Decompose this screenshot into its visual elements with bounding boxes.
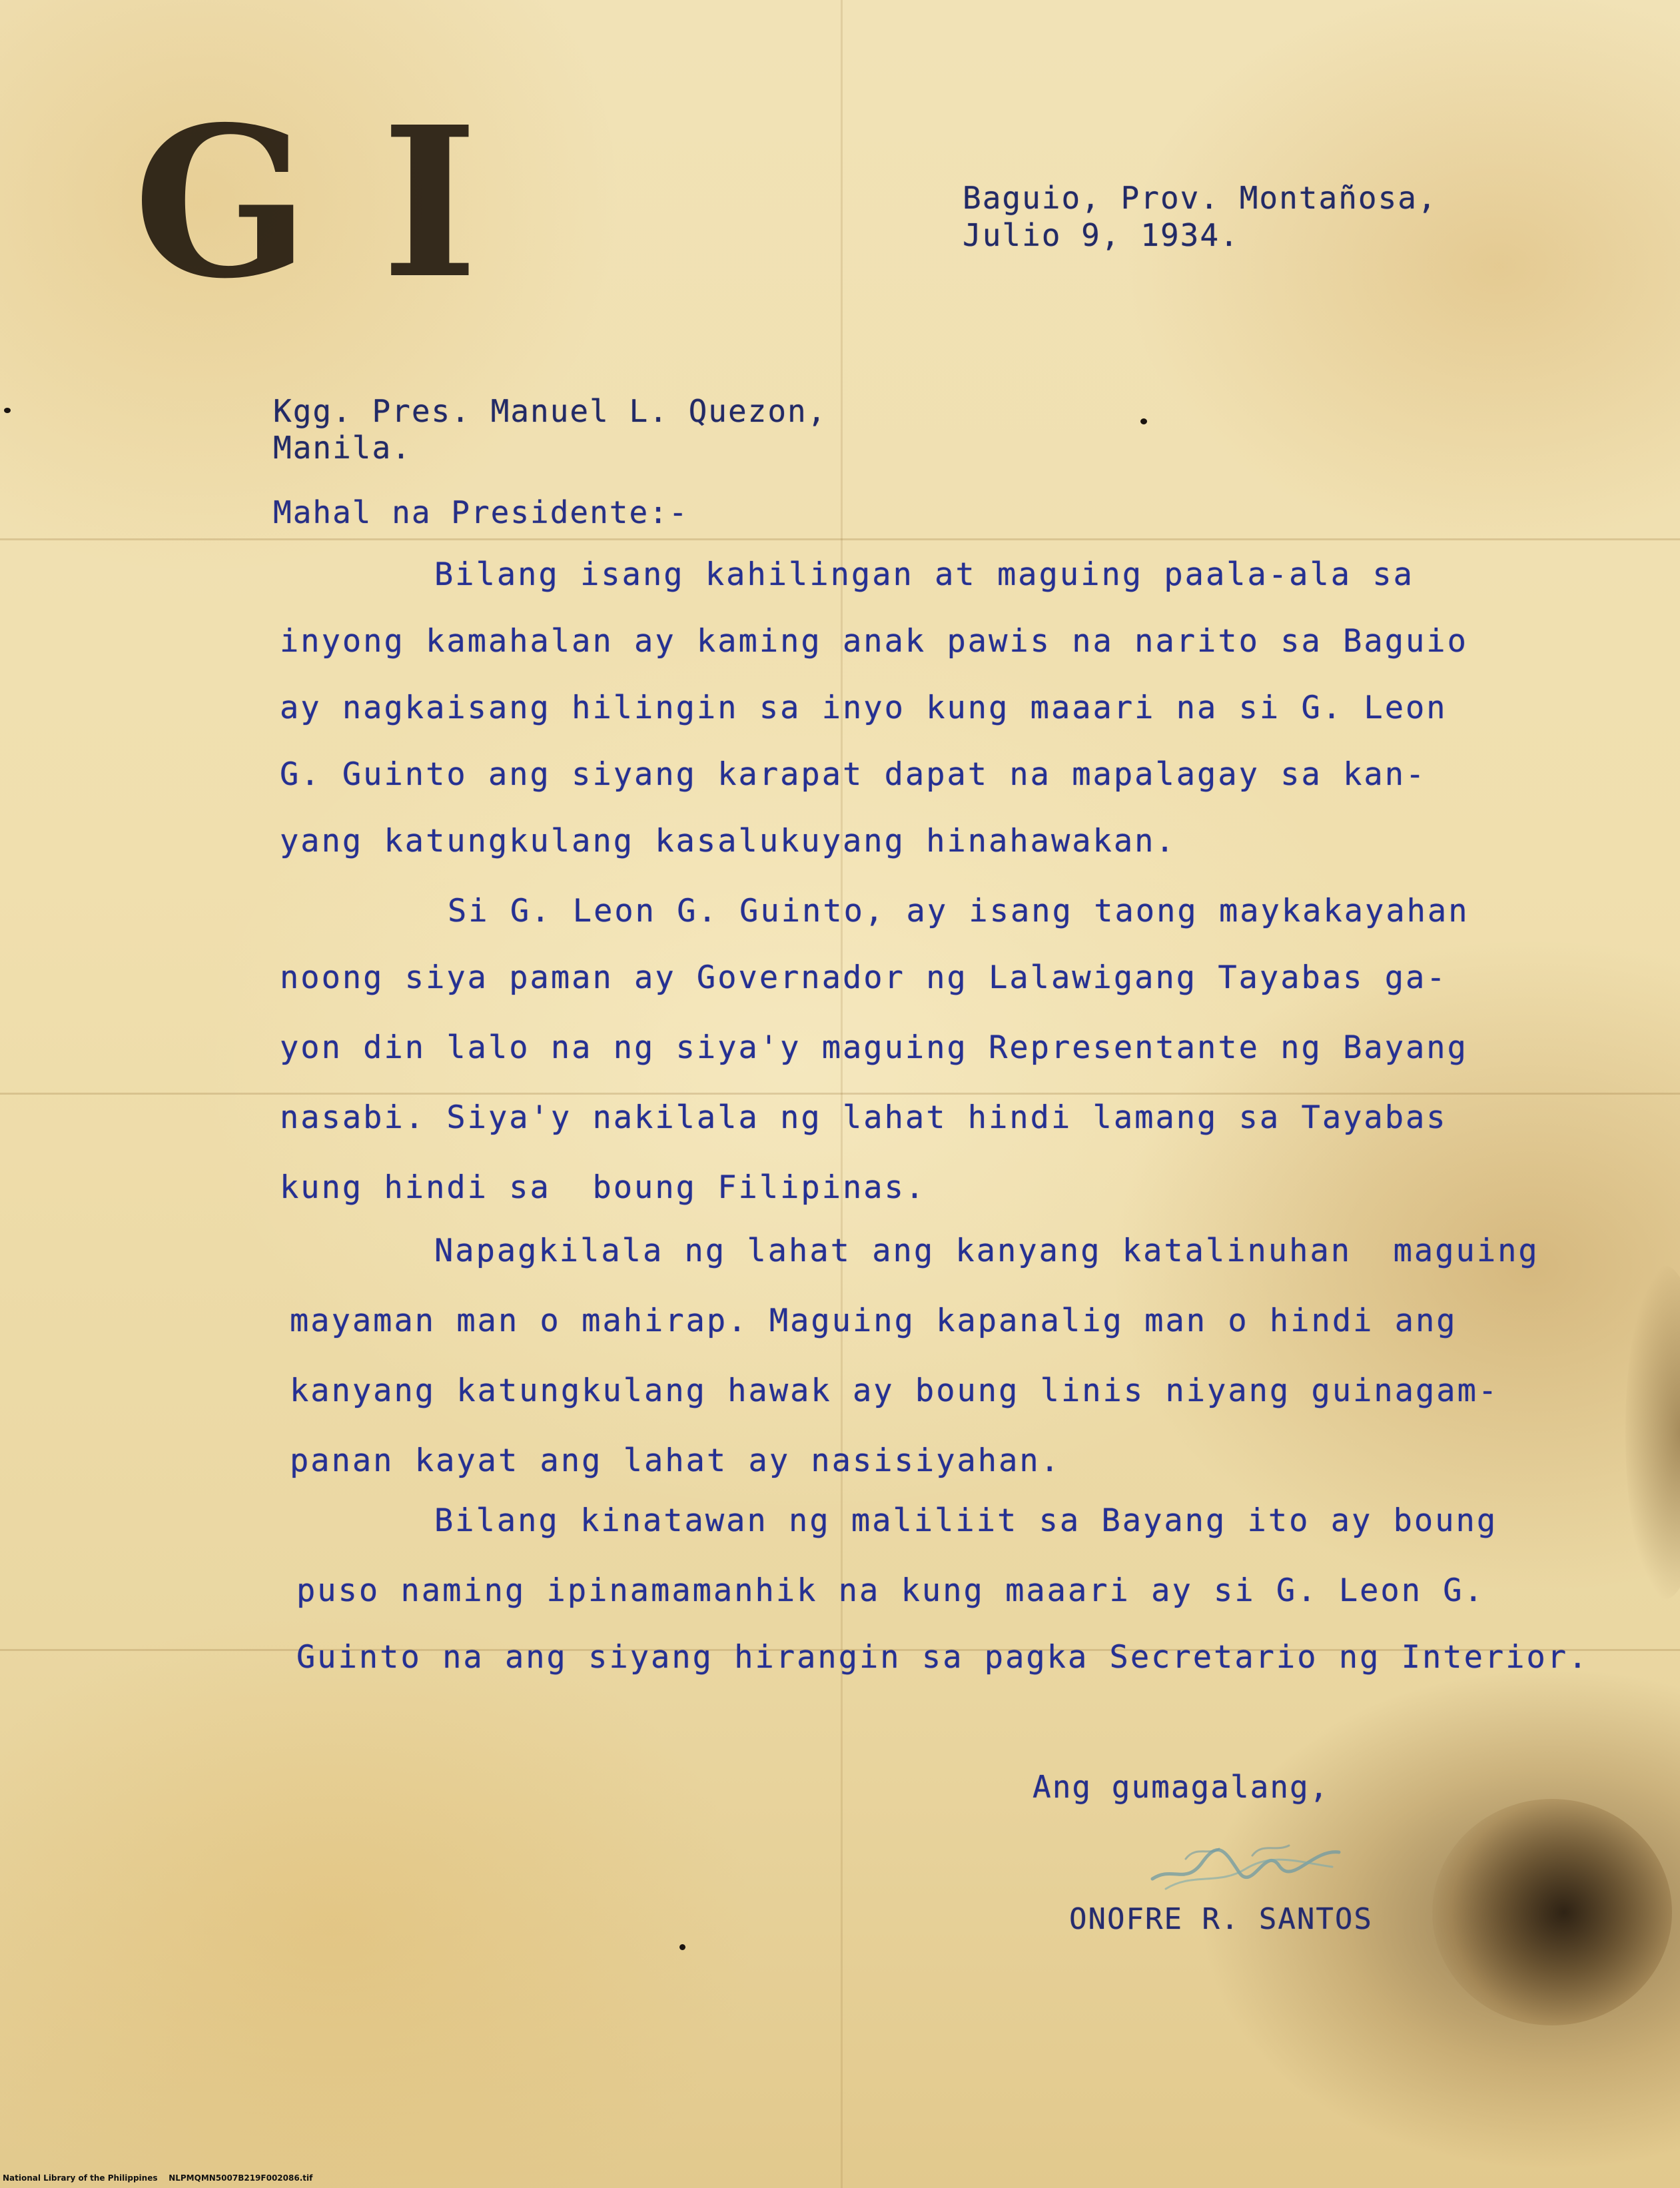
burn-stain bbox=[1432, 1799, 1672, 2025]
body-line: G. Guinto ang siyang karapat dapat na mapalagay sa kan- bbox=[280, 756, 1427, 793]
body-line: panan kayat ang lahat ay nasisiyahan. bbox=[290, 1442, 1061, 1479]
body-line: mayaman man o mahirap. Maguing kapanalig man o hindi ang bbox=[290, 1303, 1458, 1339]
body-line: ay nagkaisang hilingin sa inyo kung maaari na si G. Leon bbox=[280, 690, 1448, 726]
body-line: Guinto na ang siyang hirangin sa pagka Secretario ng Interior. bbox=[296, 1639, 1589, 1676]
body-line: Si G. Leon G. Guinto, ay isang taong maykakayahan bbox=[448, 893, 1470, 929]
fold-crease-horizontal bbox=[0, 538, 1680, 540]
paper-speck bbox=[679, 1944, 685, 1950]
body-line: Bilang kinatawan ng maliliit sa Bayang ito ay boung bbox=[434, 1502, 1498, 1539]
body-line: Napagkilala ng lahat ang kanyang katalinuhan maguing bbox=[434, 1233, 1539, 1269]
paper-speck bbox=[4, 408, 11, 413]
handwritten-ink-mark: G I bbox=[133, 82, 478, 324]
body-line: noong siya paman ay Governador ng Lalawigang Tayabas ga- bbox=[280, 959, 1448, 996]
edge-stain bbox=[1625, 1266, 1680, 1599]
fold-crease-horizontal bbox=[0, 1093, 1680, 1095]
body-line: nasabi. Siya'y nakilala ng lahat hindi lamang sa Tayabas bbox=[280, 1099, 1448, 1136]
date-line: Julio 9, 1934. bbox=[963, 217, 1240, 253]
handwritten-signature bbox=[1146, 1826, 1346, 1906]
body-line: kanyang katungkulang hawak ay boung linis niyang guinagam- bbox=[290, 1372, 1499, 1409]
fold-crease-vertical bbox=[841, 0, 843, 2188]
paper-speck bbox=[1140, 418, 1147, 424]
archive-source-footer: National Library of the Philippines NLPMQMN5007B219F002086.tif bbox=[3, 2173, 313, 2183]
signatory-name: ONOFRE R. SANTOS bbox=[1069, 1902, 1373, 1936]
body-line: kung hindi sa boung Filipinas. bbox=[280, 1169, 927, 1206]
body-line: puso naming ipinamamanhik na kung maaari ay si G. Leon G. bbox=[296, 1572, 1485, 1609]
place-line: Baguio, Prov. Montañosa, bbox=[963, 180, 1438, 216]
body-line: yang katungkulang kasalukuyang hinahawakan. bbox=[280, 823, 1176, 859]
addressee-city: Manila. bbox=[273, 430, 412, 466]
salutation: Mahal na Presidente:- bbox=[273, 494, 689, 530]
body-line: inyong kamahalan ay kaming anak pawis na narito sa Baguio bbox=[280, 623, 1468, 660]
addressee-name: Kgg. Pres. Manuel L. Quezon, bbox=[273, 393, 827, 429]
body-line: yon din lalo na ng siya'y maguing Representante ng Bayang bbox=[280, 1029, 1468, 1066]
body-line: Bilang isang kahilingan at maguing paala-ala sa bbox=[434, 556, 1414, 593]
closing: Ang gumagalang, bbox=[1033, 1769, 1330, 1805]
